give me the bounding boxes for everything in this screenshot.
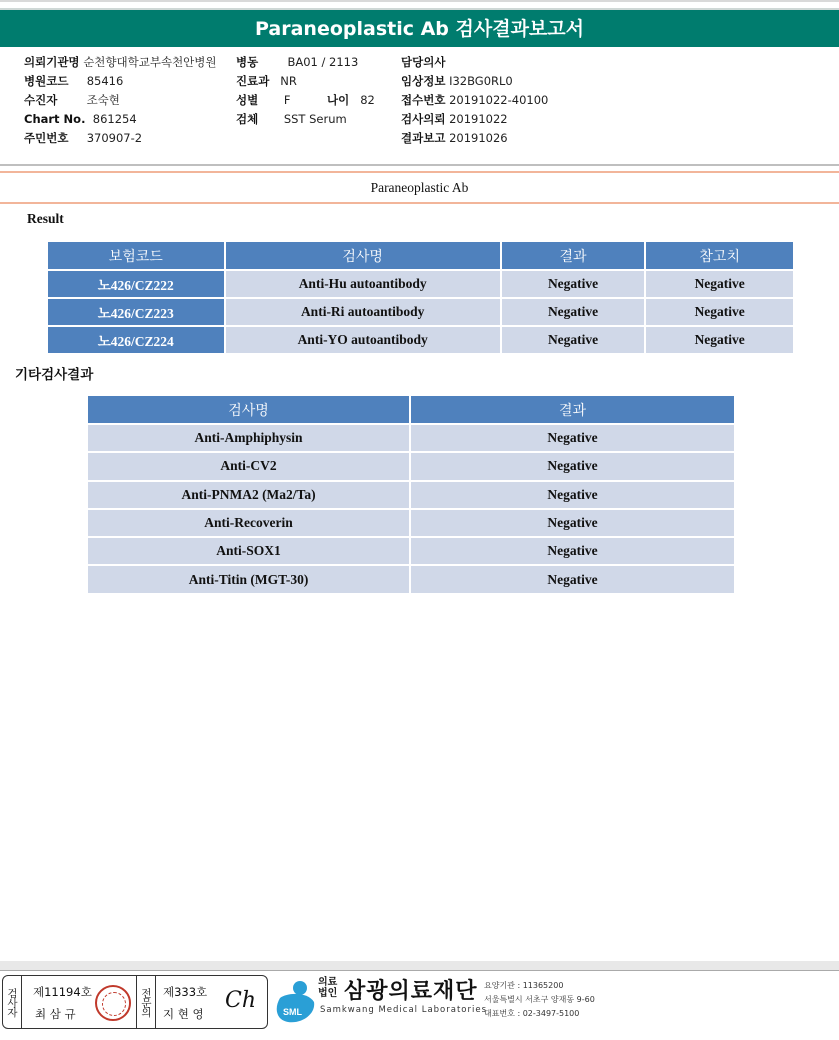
patient-age bbox=[327, 91, 375, 110]
value-hospital: 순천향대학교부속천안병원 bbox=[83, 55, 217, 69]
label-hospital-code: 병원코드 bbox=[24, 74, 69, 88]
value-report-date: 20191026 bbox=[449, 131, 508, 145]
specialist-vertical-label: 전문의 bbox=[137, 976, 156, 1028]
label-patient: 수진자 bbox=[24, 93, 58, 107]
value-resident-no: 370907-2 bbox=[86, 131, 143, 145]
result-cell: Negative bbox=[410, 424, 735, 452]
value-department: NR bbox=[280, 74, 297, 88]
value-specimen: SST Serum bbox=[283, 112, 347, 126]
patient-info-col1 bbox=[24, 53, 217, 148]
label-request-date: 검사의뢰 bbox=[401, 112, 446, 126]
col-header-result: 결과 bbox=[501, 241, 646, 270]
result-cell: Negative bbox=[501, 326, 646, 354]
col-header-insurance-code: 보험코드 bbox=[47, 241, 225, 270]
specialist-name: 지 현 영 bbox=[163, 1007, 204, 1021]
value-hospital-code: 85416 bbox=[86, 74, 124, 88]
examiner-vertical-label: 검사자 bbox=[3, 976, 22, 1028]
handwritten-signature: Ch bbox=[225, 988, 257, 1013]
table-header-row bbox=[47, 241, 794, 270]
insurance-code-cell: 노426/CZ222 bbox=[47, 270, 225, 298]
result-cell: Negative bbox=[501, 270, 646, 298]
divider bbox=[0, 164, 839, 166]
divider bbox=[0, 171, 839, 173]
col-header-result: 결과 bbox=[410, 395, 735, 424]
other-tests-table bbox=[86, 394, 736, 595]
table-row bbox=[87, 565, 735, 593]
table-row bbox=[87, 537, 735, 565]
sml-logo-text: SML bbox=[283, 1007, 302, 1017]
result-cell: Negative bbox=[501, 298, 646, 326]
result-table bbox=[46, 240, 795, 355]
footer-divider bbox=[0, 970, 839, 971]
value-sex: F bbox=[283, 93, 291, 107]
col-header-test-name: 검사명 bbox=[225, 241, 501, 270]
label-resident-no: 주민번호 bbox=[24, 131, 69, 145]
table-row bbox=[47, 270, 794, 298]
value-chart-no: 861254 bbox=[92, 112, 137, 126]
label-doctor: 담당의사 bbox=[401, 55, 446, 69]
value-patient: 조숙현 bbox=[86, 93, 120, 107]
other-tests-label: 기타검사결과 bbox=[15, 367, 94, 383]
specialist-license-no: 제333호 bbox=[163, 985, 208, 999]
reference-cell: Negative bbox=[645, 326, 794, 354]
table-row bbox=[47, 298, 794, 326]
col-header-test-name: 검사명 bbox=[87, 395, 410, 424]
table-row bbox=[87, 452, 735, 480]
test-name-cell: Anti-YO autoantibody bbox=[225, 326, 501, 354]
sml-logo-icon bbox=[272, 978, 316, 1026]
col-header-reference: 참고치 bbox=[645, 241, 794, 270]
report-title: Paraneoplastic Ab 검사결과보고서 bbox=[0, 8, 839, 47]
examiner-license-no: 제11194호 bbox=[33, 985, 92, 999]
label-specimen: 검체 bbox=[236, 112, 259, 126]
seal-stamp bbox=[95, 985, 131, 1021]
logo-name: 삼광의료재단 bbox=[344, 979, 478, 1004]
patient-info-col3 bbox=[401, 53, 548, 148]
label-sex: 성별 bbox=[236, 93, 259, 107]
test-name-cell: Anti-PNMA2 (Ma2/Ta) bbox=[87, 481, 410, 509]
insurance-code-cell: 노426/CZ224 bbox=[47, 326, 225, 354]
test-name-cell: Anti-Recoverin bbox=[87, 509, 410, 537]
test-name-cell: Anti-Hu autoantibody bbox=[225, 270, 501, 298]
label-report-date: 결과보고 bbox=[401, 131, 446, 145]
insurance-code-cell: 노426/CZ223 bbox=[47, 298, 225, 326]
label-chart-no: Chart No. bbox=[24, 112, 86, 126]
footer-band bbox=[0, 961, 839, 970]
label-ward: 병동 bbox=[236, 55, 259, 69]
table-row bbox=[87, 509, 735, 537]
value-clinical-info: I32BG0RL0 bbox=[449, 74, 513, 88]
value-ward: BA01 / 2113 bbox=[287, 55, 359, 69]
label-clinical-info: 임상정보 bbox=[401, 74, 446, 88]
logo-legal-label: 의료 법인 bbox=[318, 977, 338, 999]
section-title: Paraneoplastic Ab bbox=[370, 180, 469, 195]
value-age: 82 bbox=[360, 93, 375, 107]
test-name-cell: Anti-CV2 bbox=[87, 452, 410, 480]
result-cell: Negative bbox=[410, 481, 735, 509]
test-name-cell: Anti-Ri autoantibody bbox=[225, 298, 501, 326]
logo-english-name: Samkwang Medical Laboratories bbox=[320, 1005, 488, 1015]
value-accession-no: 20191022-40100 bbox=[449, 93, 549, 107]
result-cell: Negative bbox=[410, 509, 735, 537]
address: 서울특별시 서초구 양재동 9-60 bbox=[484, 995, 595, 1004]
institution-code: 요양기관 : 11365200 bbox=[484, 981, 564, 990]
label-accession-no: 접수번호 bbox=[401, 93, 446, 107]
test-name-cell: Anti-Titin (MGT-30) bbox=[87, 565, 410, 593]
table-row bbox=[47, 326, 794, 354]
value-request-date: 20191022 bbox=[449, 112, 508, 126]
result-cell: Negative bbox=[410, 452, 735, 480]
signature-box bbox=[2, 975, 268, 1029]
test-name-cell: Anti-SOX1 bbox=[87, 537, 410, 565]
reference-cell: Negative bbox=[645, 298, 794, 326]
label-age: 나이 bbox=[327, 93, 350, 107]
phone-number: 대표번호 : 02-3497-5100 bbox=[484, 1009, 580, 1018]
table-header-row bbox=[87, 395, 735, 424]
reference-cell: Negative bbox=[645, 270, 794, 298]
test-name-cell: Anti-Amphiphysin bbox=[87, 424, 410, 452]
examiner-name: 최 삼 규 bbox=[35, 1007, 76, 1021]
result-label: Result bbox=[27, 211, 64, 226]
label-hospital: 의뢰기관명 bbox=[24, 55, 80, 69]
result-cell: Negative bbox=[410, 565, 735, 593]
result-cell: Negative bbox=[410, 537, 735, 565]
label-department: 진료과 bbox=[236, 74, 270, 88]
table-row bbox=[87, 424, 735, 452]
divider bbox=[0, 202, 839, 204]
top-border bbox=[0, 0, 839, 2]
table-row bbox=[87, 481, 735, 509]
